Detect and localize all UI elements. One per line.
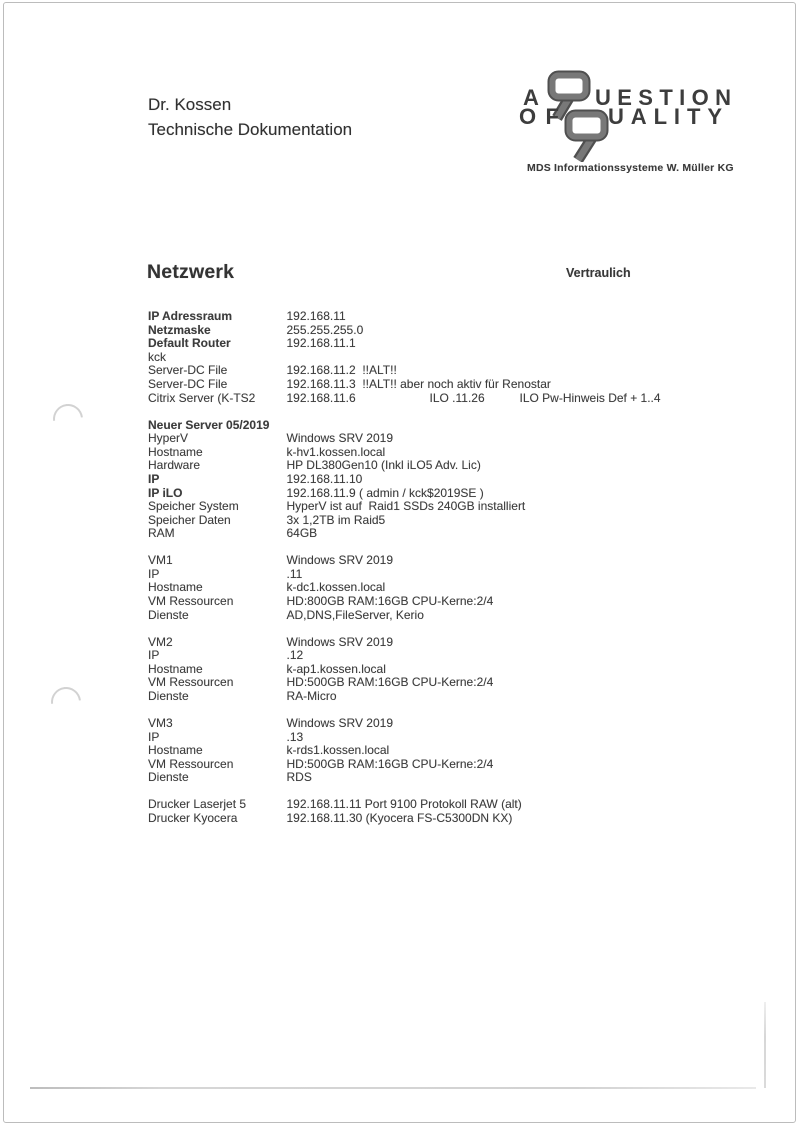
data-row — [148, 797, 748, 811]
row-value: ILO Pw-Hinweis Def + 1..4 — [519, 390, 661, 405]
row-label: Hostname — [148, 743, 203, 758]
row-label: IP — [148, 566, 160, 581]
row-value: 192.168.11.10 — [286, 471, 363, 486]
row-label: kck — [148, 349, 166, 364]
row-label: VM Ressourcen — [148, 756, 234, 771]
data-row — [148, 323, 748, 337]
row-label: Hostname — [148, 580, 203, 595]
row-label: Server-DC File — [148, 363, 228, 378]
row-value: Windows SRV 2019 — [286, 634, 393, 649]
data-row — [148, 336, 748, 350]
page-title: Netzwerk — [147, 261, 235, 283]
data-row — [148, 526, 748, 540]
data-row — [148, 309, 748, 323]
data-row — [148, 486, 748, 500]
row-value: HD:800GB RAM:16GB CPU-Kerne:2/4 — [286, 594, 494, 609]
row-value: HD:500GB RAM:16GB CPU-Kerne:2/4 — [286, 756, 494, 771]
logo-word2-suffix: UALITY — [608, 104, 722, 129]
row-value: .13 — [286, 729, 304, 744]
document-section — [148, 309, 748, 404]
document-author-block — [148, 92, 352, 142]
row-value: .11 — [286, 566, 303, 581]
data-row — [148, 635, 748, 649]
row-label: VM Ressourcen — [148, 675, 234, 690]
data-row — [148, 350, 748, 364]
data-row — [148, 716, 748, 730]
row-label: Speicher System — [148, 499, 239, 514]
row-value: 192.168.11 — [286, 309, 346, 323]
row-label: Server-DC File — [148, 376, 228, 391]
data-row — [148, 757, 748, 771]
data-row — [148, 418, 748, 432]
row-value: ILO .11.26 — [429, 390, 485, 405]
row-label: IP iLO — [148, 485, 183, 500]
row-value: 192.168.11.11 Port 9100 Protokoll RAW (alt) — [286, 797, 522, 812]
document-section — [148, 553, 748, 621]
row-value: HD:500GB RAM:16GB CPU-Kerne:2/4 — [286, 675, 494, 690]
row-value: Windows SRV 2019 — [286, 431, 393, 446]
row-label: Citrix Server (K-TS2 — [148, 390, 256, 405]
row-value: HP DL380Gen10 (Inkl iLO5 Adv. Lic) — [286, 458, 481, 473]
row-label: IP Adressraum — [148, 309, 233, 323]
row-value: 192.168.11.30 (Kyocera FS-C5300DN KX) — [286, 810, 513, 825]
data-row — [148, 580, 748, 594]
row-label: Netzmaske — [148, 322, 211, 337]
data-row — [148, 499, 748, 513]
row-value: k-hv1.kossen.local — [286, 444, 386, 459]
data-row — [148, 675, 748, 689]
row-label: HyperV — [148, 431, 189, 446]
data-row — [148, 513, 748, 527]
data-row — [148, 445, 748, 459]
punch-hole-mark-top — [47, 398, 89, 440]
row-value: HyperV ist auf Raid1 SSDs 240GB installiert — [286, 499, 526, 514]
data-row — [148, 567, 748, 581]
row-label: RAM — [148, 526, 175, 541]
document-section — [148, 418, 748, 540]
data-row — [148, 391, 748, 405]
data-row — [148, 743, 748, 757]
row-value: k-dc1.kossen.local — [286, 580, 386, 595]
data-row — [148, 730, 748, 744]
row-value: Windows SRV 2019 — [286, 553, 393, 568]
company-name: MDS Informationssysteme W. Müller KG — [527, 162, 734, 174]
data-row — [148, 472, 748, 486]
row-label: Hostname — [148, 661, 203, 676]
logo-word1-suffix: UESTION — [595, 85, 731, 110]
row-value: 255.255.255.0 — [286, 322, 364, 337]
data-row — [148, 363, 748, 377]
document-section — [148, 797, 748, 824]
scan-artifact-line-bottom — [30, 1087, 756, 1089]
data-row — [148, 811, 748, 825]
row-value: k-ap1.kossen.local — [286, 661, 386, 676]
row-label: Speicher Daten — [148, 512, 231, 527]
data-row — [148, 770, 748, 784]
author-subtitle: Technische Dokumentation — [148, 120, 353, 139]
row-label: VM2 — [148, 634, 173, 649]
logo-word2-prefix: OF — [519, 104, 559, 129]
row-label: IP — [148, 648, 160, 663]
punch-hole-mark-bottom — [45, 681, 87, 723]
author-name: Dr. Kossen — [148, 95, 232, 114]
row-value: RA-Micro — [286, 689, 337, 704]
sections — [148, 309, 748, 825]
row-value: .12 — [286, 648, 304, 663]
document-section — [148, 635, 748, 703]
data-row — [148, 553, 748, 567]
confidentiality-label: Vertraulich — [566, 266, 631, 280]
data-row — [148, 648, 748, 662]
row-label: VM3 — [148, 716, 173, 730]
data-row — [148, 689, 748, 703]
row-value: 3x 1,2TB im Raid5 — [286, 512, 386, 527]
row-label: Default Router — [148, 336, 231, 351]
row-label: IP — [148, 729, 160, 744]
row-value: 192.168.11.1 — [286, 336, 356, 351]
data-row — [148, 662, 748, 676]
document-section — [148, 716, 748, 784]
question-of-quality-logo-icon — [513, 66, 741, 162]
row-label: VM1 — [148, 553, 173, 568]
row-value: 192.168.11.2 !!ALT!! — [286, 363, 397, 378]
row-value: 192.168.11.9 ( admin / kck$2019SE ) — [286, 485, 484, 500]
data-row — [148, 458, 748, 472]
data-row — [148, 377, 748, 391]
row-label: Hardware — [148, 458, 201, 473]
row-value: 192.168.11.3 !!ALT!! aber noch aktiv für Renostar — [286, 376, 551, 391]
row-label: Dienste — [148, 770, 189, 785]
row-label: Hostname — [148, 444, 203, 459]
row-value: 192.168.11.6 — [286, 390, 356, 405]
row-label: IP — [148, 471, 160, 486]
row-label: Drucker Laserjet 5 — [148, 797, 247, 812]
scan-artifact-line-right — [764, 1002, 766, 1088]
logo-word1-prefix: A — [523, 85, 539, 110]
row-value: AD,DNS,FileServer, Kerio — [286, 607, 424, 622]
row-label: Neuer Server 05/2019 — [148, 417, 270, 432]
row-value: 64GB — [286, 526, 318, 541]
row-value: k-rds1.kossen.local — [286, 743, 390, 758]
row-label: Dienste — [148, 689, 189, 704]
row-label: Drucker Kyocera — [148, 810, 238, 825]
row-label: Dienste — [148, 607, 189, 622]
row-value: RDS — [286, 770, 312, 785]
row-label: VM Ressourcen — [148, 594, 234, 609]
row-value: Windows SRV 2019 — [286, 716, 393, 730]
company-logo — [513, 66, 741, 162]
data-row — [148, 594, 748, 608]
data-row — [148, 608, 748, 622]
data-row — [148, 431, 748, 445]
